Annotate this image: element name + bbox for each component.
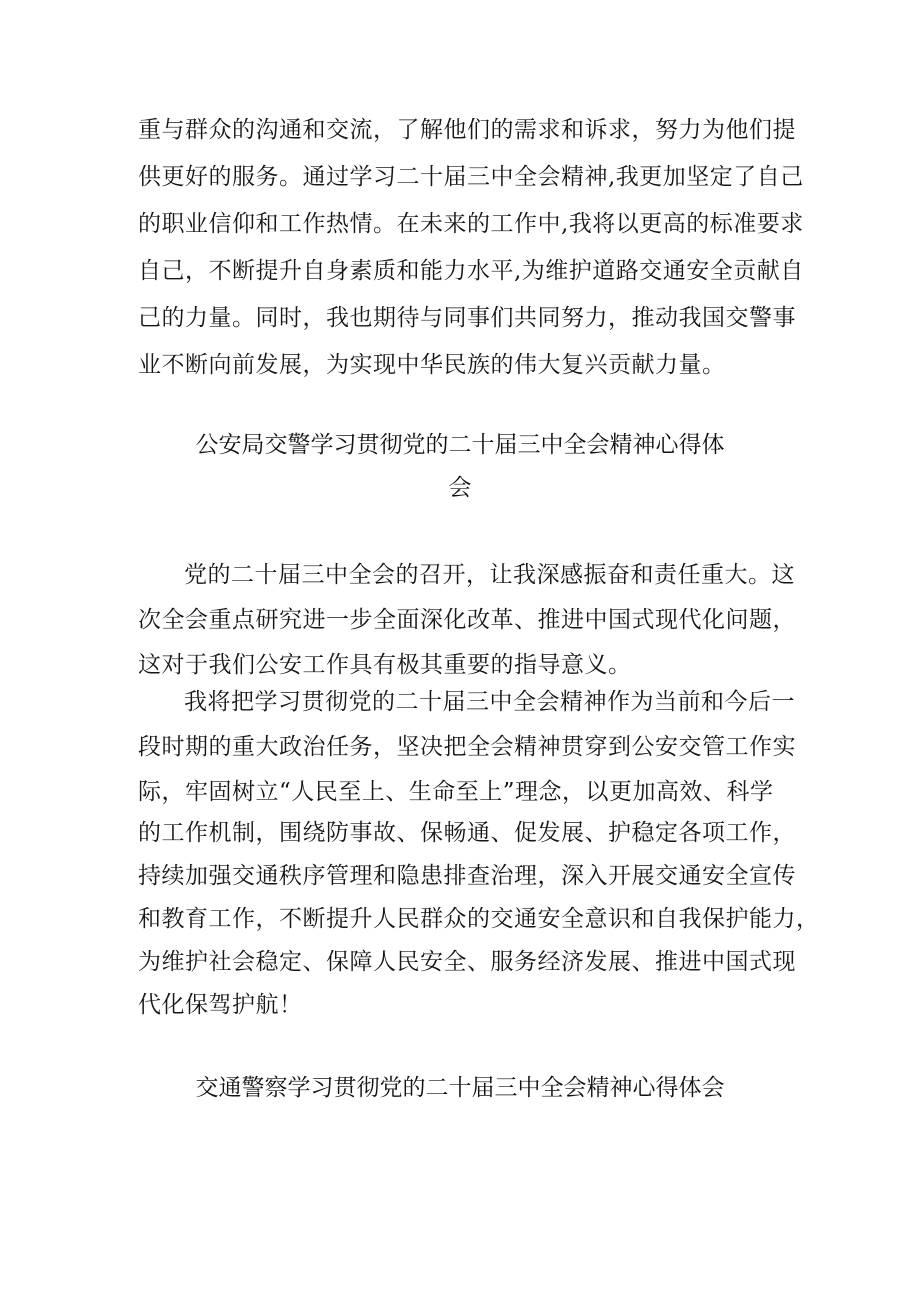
body-text-line: 供更好的服务。通过学习二十届三中全会精神,我更加坚定了自己 — [138, 164, 804, 190]
body-text-line: 我将把学习贯彻党的二十届三中全会精神作为当前和今后一 — [184, 689, 795, 715]
body-text-line: 为维护社会稳定、保障人民安全、服务经济发展、推进中国式现 — [138, 949, 796, 975]
body-text-line: 际，牢固树立“人民至上、生命至上”理念，以更加高效、科学 — [138, 779, 774, 805]
article-title: 公安局交警学习贯彻党的二十届三中全会精神心得体 — [195, 432, 725, 458]
body-text-line: 和教育工作，不断提升人民群众的交通安全意识和自我保护能力， — [138, 906, 820, 932]
body-text-line: 次全会重点研究进一步全面深化改革、推进中国式现代化问题， — [138, 607, 796, 633]
body-text-line: 己的力量。同时，我也期待与同事们共同努力，推动我国交警事 — [138, 305, 796, 331]
body-text-line: 段时期的重大政治任务，坚决把全会精神贯穿到公安交管工作实 — [138, 734, 796, 760]
body-text-line: 的工作机制，围绕防事故、保畅通、促发展、护稳定各项工作， — [138, 820, 796, 846]
body-text-line: 重与群众的沟通和交流，了解他们的需求和诉求，努力为他们提 — [138, 117, 796, 143]
body-text-line: 持续加强交通秩序管理和隐患排查治理，深入开展交通安全宣传 — [138, 863, 796, 889]
body-text-line: 党的二十届三中全会的召开，让我深感振奋和责任重大。这 — [184, 562, 795, 588]
body-text-line: 这对于我们公安工作具有极其重要的指导意义。 — [138, 652, 632, 678]
article-title: 交通警察学习贯彻党的二十届三中全会精神心得体会 — [195, 1075, 725, 1101]
article-title-continued: 会 — [448, 475, 472, 501]
body-text-line: 的职业信仰和工作热情。在未来的工作中,我将以更高的标准要求 — [138, 211, 804, 237]
body-text-line: 代化保驾护航！ — [138, 992, 303, 1018]
body-text-line: 业不断向前发展，为实现中华民族的伟大复兴贡献力量。 — [138, 352, 726, 378]
body-text-line: 自己，不断提升自身素质和能力水平,为维护道路交通安全贡献自 — [138, 258, 804, 284]
